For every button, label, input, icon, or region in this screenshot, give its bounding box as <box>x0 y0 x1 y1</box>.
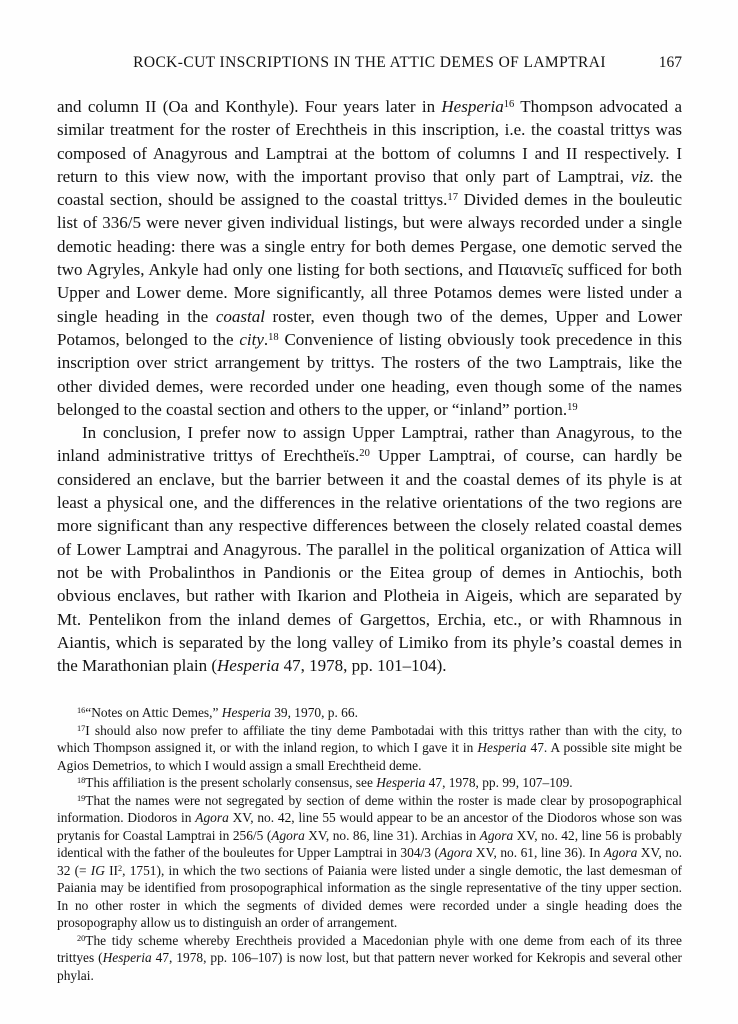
footnote: $^{19}$That the names were not segregated by section of deme within the roster is made clear by prosopographical information. Diodoros in Agora XV, no. 42, line 55 would appear to be an ancestor of the Diodoros whose son was prytanis for Coastal Lamptrai in 256/5 (Agora XV, no. 86, line 31). Archias in Agora XV, no. 42, line 56 is probably identical with the father of the bouleutes for Upper Lamptrai in 304/3 (Agora XV, no. 61, line 36). In Agora XV, no. 32 (= IG $II^2$, 1751), in which the two sections of Paiania were listed under a single demotic, the last demesman of Paiania may be identified from prosopographical information as the single representative of the tiny upper section. In no other roster in which the segments of divided demes were recorded under a single heading does the prosopography allow us to distinguish an order of arrangement. <box>57 792 682 931</box>
body-paragraph: and column II (Oa and Konthyle). Four years later in Hesperia$^{16}$ Thompson advocated a similar treatment for the roster of Erechtheis in this inscription, i.e. the coastal trittys was composed of Anagyrous and Lamptrai at the bottom of columns I and II respectively. I return to this view now, with the important proviso that only part of Lamptrai, viz. the coastal section, should be assigned to the coastal trittys.$^{17}$ Divided demes in the bouleutic list of 336/5 were never given individual listings, but were always recorded under a single demotic heading: there was a single entry for both demes Pergase, one demotic served the two Agryles, Ankyle had only one listing for both sections, and Παιανιεῖς sufficed for both Upper and Lower deme. More significantly, all three Potamos demes were listed under a single heading in the coastal roster, even though two of the demes, Upper and Lower Potamos, belonged to the city.$^{18}$ Convenience of listing obviously took precedence in this inscription over strict arrangement by trittys. The rosters of the two Lamptrais, like the other divided demes, were recorded under one heading, even though some of the names belonged to the coastal section and others to the upper, or “inland” portion.$^{19}$ <box>57 97 683 419</box>
footnote: $^{17}$I should also now prefer to affiliate the tiny deme Pambotadai with this trittys rather than with the city, to which Thompson assigned it, or with the inland region, to which I gave it in Hesperia 47. A possible site might be Agios Demetrios, to which I would assign a small Erechtheid deme. <box>57 722 682 773</box>
body-paragraph: In conclusion, I prefer now to assign Upper Lamptrai, rather than Anagyrous, to the inland administrative trittys of Erechtheïs.$^{20}$ Upper Lamptrai, of course, can hardly be considered an enclave, but the barrier between it and the coastal demes of its phyle is at least a physical one, and the differences in the relative orientations of the two regions are more significant than any respective differences between the closely related coastal demes of Lower Lamptrai and Anagyrous. The parallel in the political organization of Attica will not be with Probalinthos in Pandionis or the Eitea group of demes in Antiochis, both obvious enclaves, but rather with Ikarion and Plotheia in Aigeis, which are separated by Mt. Pentelikon from the inland demes of Gargettos, Erchia, etc., or with Rhamnous in Aiantis, which is separated by the long valley of Limiko from its phyle’s coastal demes in the Marathonian plain (Hesperia 47, 1978, pp. 101–104). <box>57 423 682 676</box>
footnote: $^{18}$This affiliation is the present scholarly consensus, see Hesperia 47, 1978, pp. 99, 107–109. <box>77 775 573 791</box>
page-number: 167 <box>658 54 682 71</box>
article-body <box>57 95 682 677</box>
footnote: $^{20}$The tidy scheme whereby Erechtheis provided a Macedonian phyle with one deme from each of its three trittyes (Hesperia 47, 1978, pp. 106–107) is now lost, but that pattern never worked for Kekropis and several other phylai. <box>57 932 682 983</box>
footnote: $^{16}$“Notes on Attic Demes,” Hesperia 39, 1970, p. 66. <box>77 705 358 721</box>
page-content <box>57 54 682 984</box>
article-title: ROCK-CUT INSCRIPTIONS IN THE ATTIC DEMES OF LAMPTRAI <box>133 54 606 71</box>
running-header <box>57 54 682 74</box>
footnotes-section <box>57 704 682 984</box>
